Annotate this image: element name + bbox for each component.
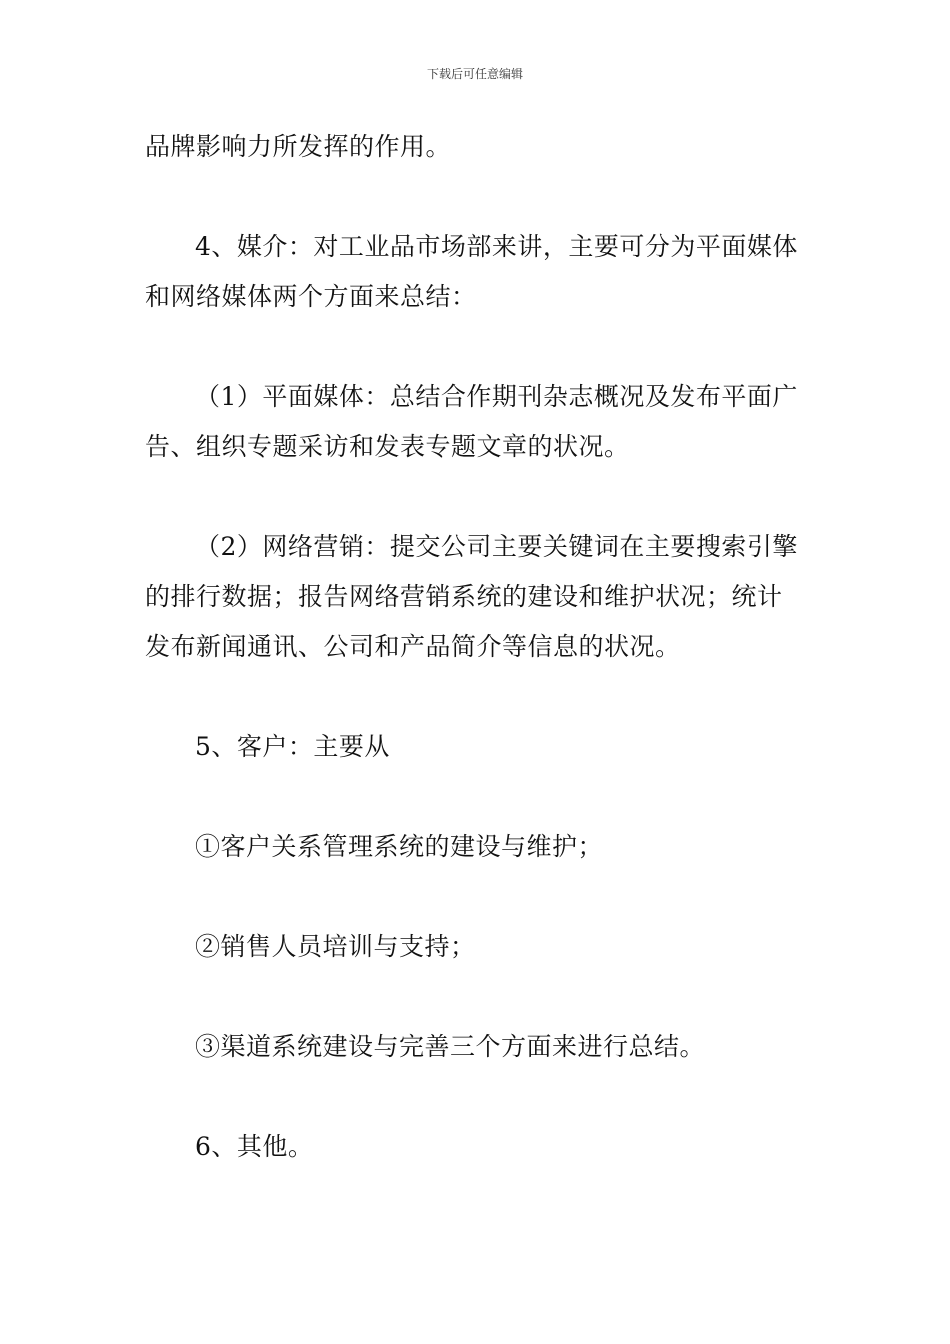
text-line: （1）平面媒体：总结合作期刊杂志概况及发布平面广 xyxy=(195,382,798,411)
paragraph-media xyxy=(145,222,810,322)
text-line: 的排行数据；报告网络营销系统的建设和维护状况；统计 xyxy=(145,582,783,611)
text-line: 告、组织专题采访和发表专题文章的状况。 xyxy=(145,432,630,461)
paragraph-other xyxy=(145,1122,810,1172)
paragraph-sales-training xyxy=(145,922,810,972)
text-line: 和网络媒体两个方面来总结： xyxy=(145,282,477,311)
text-line: ②销售人员培训与支持； xyxy=(195,932,476,961)
paragraph-print-media xyxy=(145,372,810,472)
paragraph-customers xyxy=(145,722,810,772)
paragraph-online-marketing xyxy=(145,522,810,672)
paragraph-channel-system xyxy=(145,1022,810,1072)
text-line: 6、其他。 xyxy=(195,1132,314,1161)
paragraph-brand-influence xyxy=(145,122,810,172)
text-line: （2）网络营销：提交公司主要关键词在主要搜索引擎 xyxy=(195,532,798,561)
text-line: 5、客户：主要从 xyxy=(195,732,390,761)
text-line: 品牌影响力所发挥的作用。 xyxy=(145,132,452,161)
page-header: 下载后可任意编辑 xyxy=(426,67,523,81)
text-line: 4、媒介：对工业品市场部来讲，主要可分为平面媒体 xyxy=(195,232,798,261)
text-line: ③渠道系统建设与完善三个方面来进行总结。 xyxy=(195,1032,706,1061)
text-line: 发布新闻通讯、公司和产品简介等信息的状况。 xyxy=(145,632,681,661)
text-line: ①客户关系管理系统的建设与维护； xyxy=(195,832,604,861)
paragraph-crm xyxy=(145,822,810,872)
